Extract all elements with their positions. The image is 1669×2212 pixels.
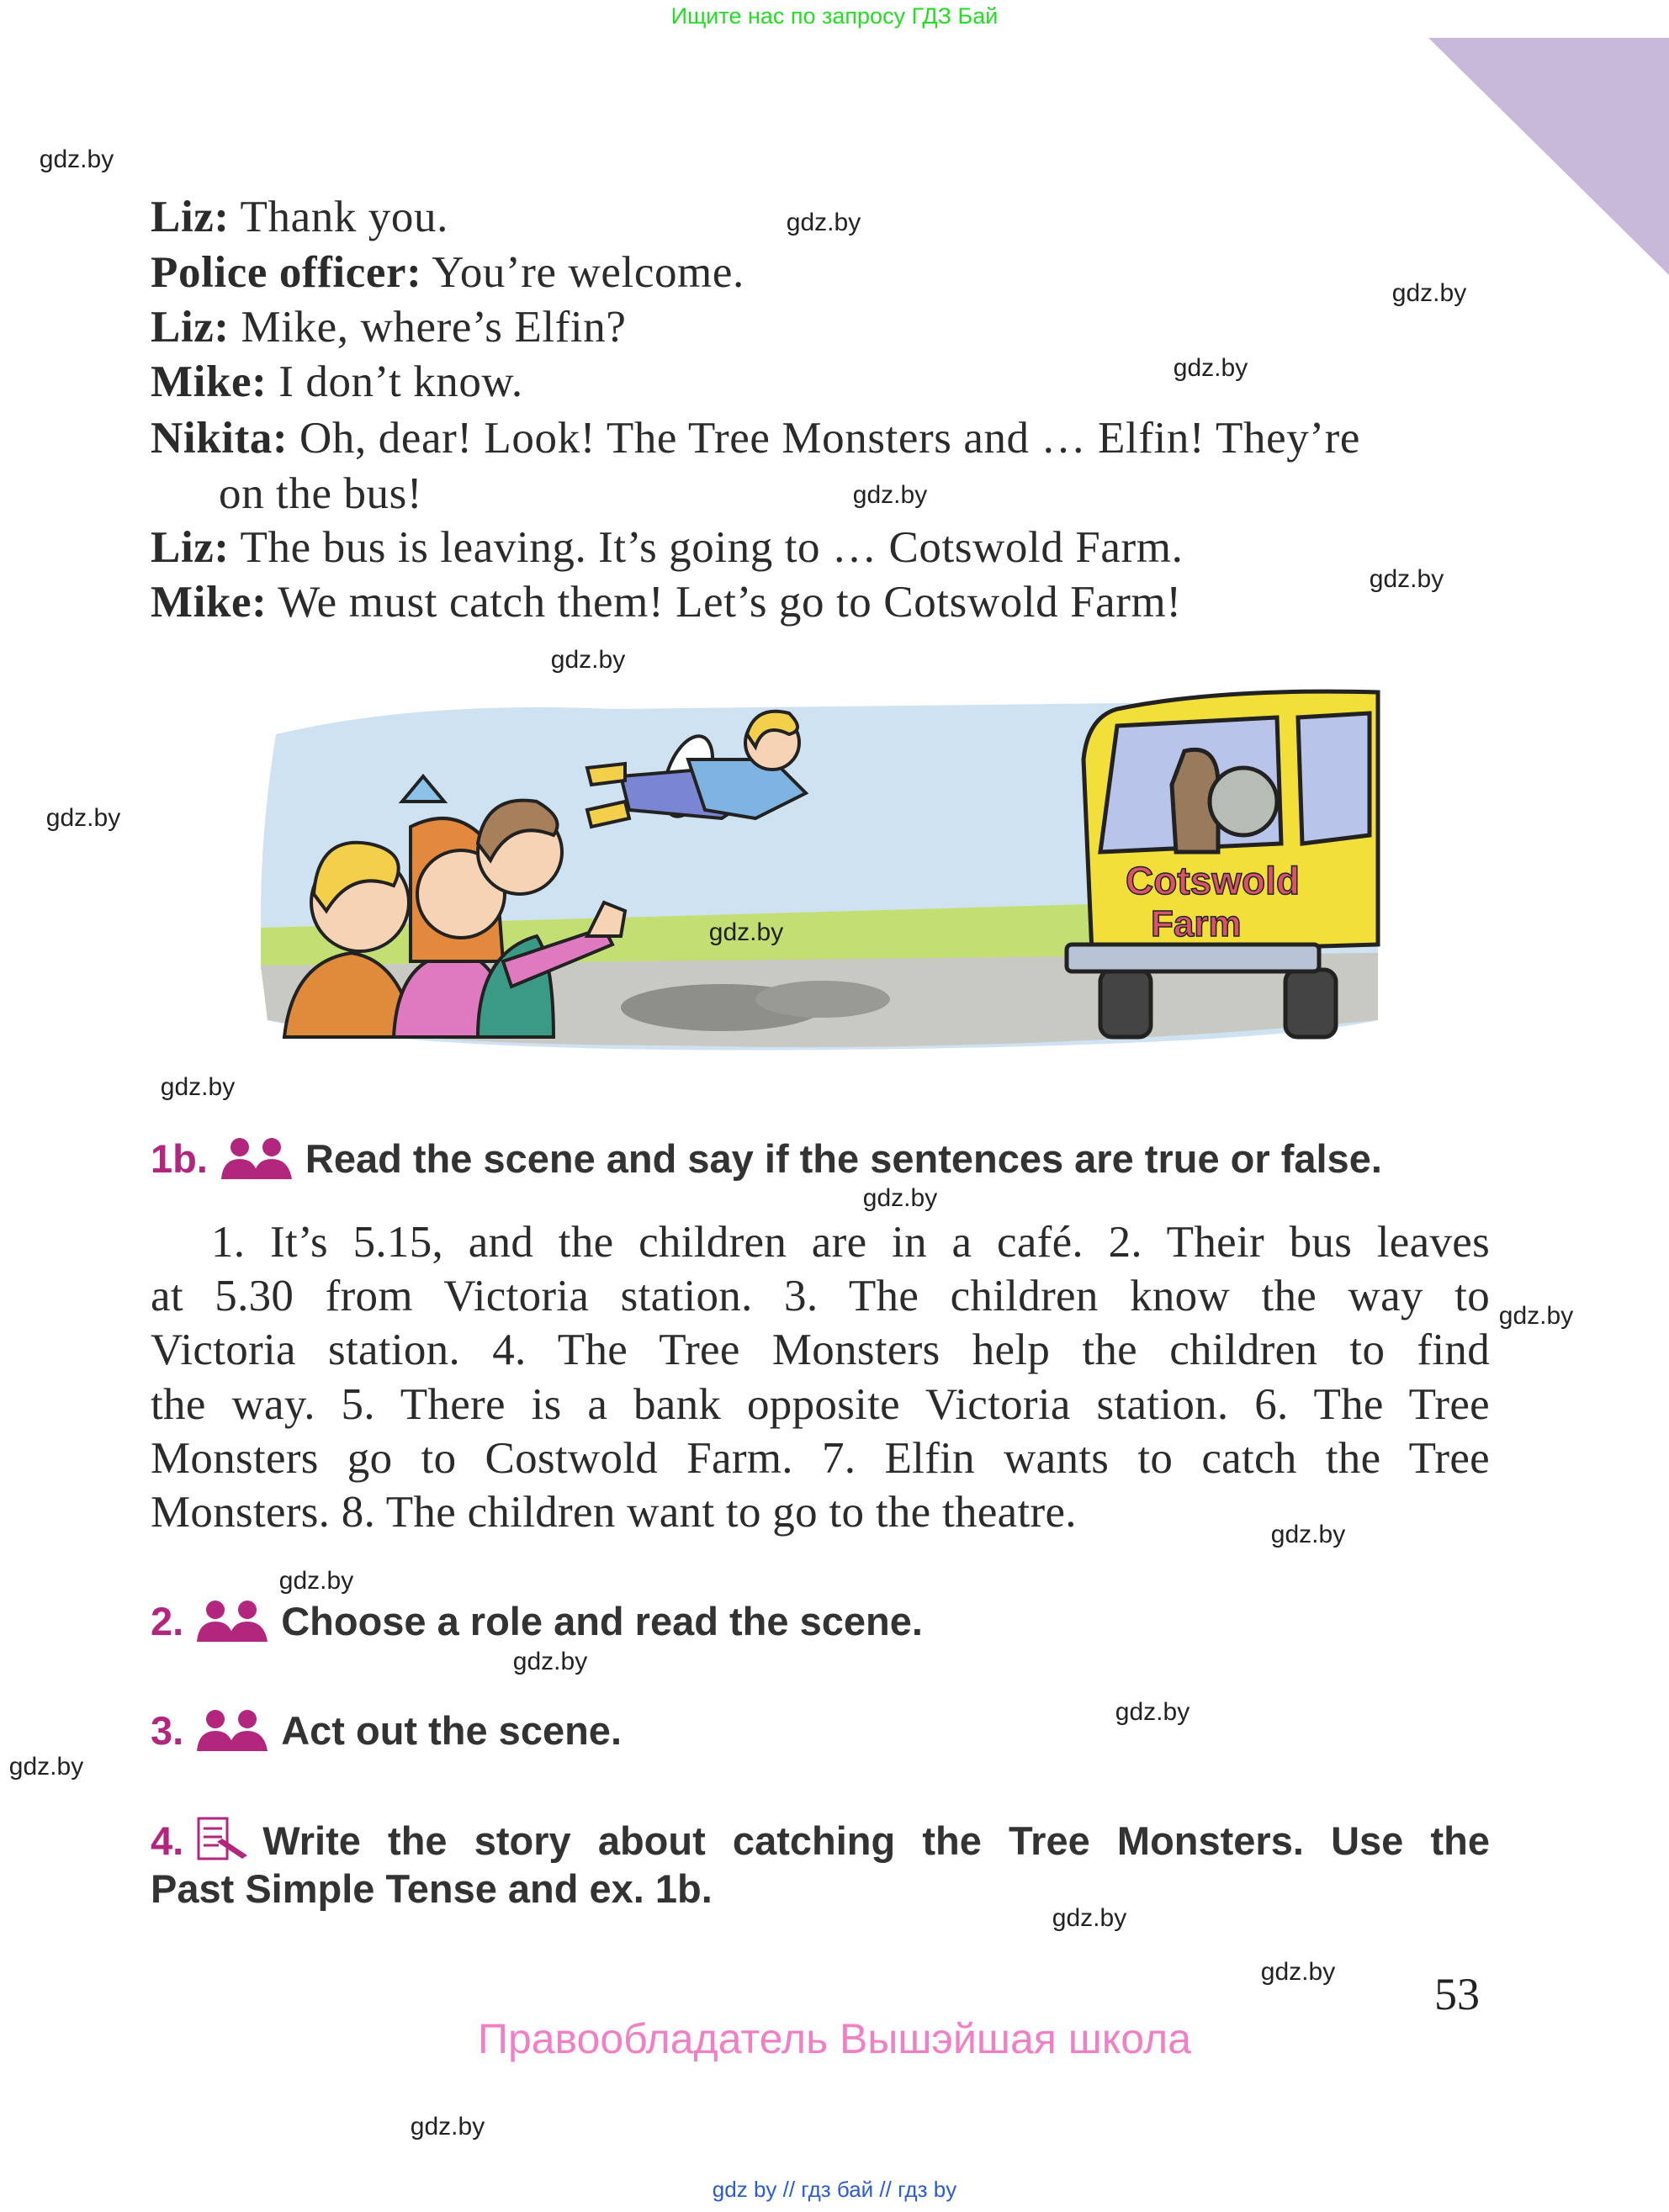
- watermark: gdz.by: [1498, 1302, 1574, 1330]
- pair-work-icon: [220, 1137, 294, 1181]
- speaker: Mike:: [151, 578, 268, 627]
- paragraph-line: the way. 5. There is a bank opposite Victoria station. 6. The Tree: [151, 1380, 1490, 1429]
- watermark: gdz.by: [410, 2113, 485, 2141]
- dialogue-line: [151, 190, 448, 244]
- task-text: Read the scene and say if the sentences are true or false.: [305, 1136, 1382, 1181]
- watermark: gdz.by: [39, 146, 114, 173]
- task-text: Choose a role and read the scene.: [281, 1599, 923, 1643]
- watermark: gdz.by: [852, 481, 928, 509]
- line-text: Mike, where’s Elfin?: [229, 303, 627, 352]
- bus-sign: Cotswold: [1126, 859, 1300, 902]
- task-4-continued: [151, 1865, 713, 1912]
- speaker: Nikita:: [151, 414, 289, 463]
- watermark: gdz.by: [1173, 354, 1248, 382]
- speaker: Mike:: [151, 357, 268, 406]
- line-text: We must catch them! Let’s go to Cotswold Farm!: [267, 578, 1182, 627]
- task-text: Act out the scene.: [281, 1708, 623, 1753]
- line-text: on the bus!: [219, 469, 423, 518]
- watermark: gdz.by: [1260, 1958, 1336, 1986]
- story-illustration: [251, 684, 1391, 1054]
- watermark: gdz.by: [786, 209, 861, 236]
- paragraph-line: at 5.30 from Victoria station. 3. The children know the way to: [151, 1272, 1490, 1320]
- speaker: Liz:: [151, 303, 230, 352]
- task-number: 3.: [151, 1708, 184, 1753]
- task-text: Write the story about catching the Tree Monsters. Use the: [262, 1818, 1490, 1863]
- speaker: Liz:: [151, 523, 230, 572]
- dialogue-line: [151, 575, 1182, 629]
- task-number: 1b.: [151, 1136, 208, 1181]
- paragraph-line: 1. It’s 5.15, and the children are in a café. 2. Their bus leaves: [211, 1218, 1490, 1267]
- pair-work-icon: [195, 1600, 269, 1643]
- watermark: gdz.by: [8, 1753, 84, 1781]
- dialogue-line: [151, 246, 744, 299]
- speaker: Liz:: [151, 193, 230, 241]
- watermark: gdz.by: [160, 1073, 236, 1101]
- watermark: gdz.by: [1052, 1904, 1127, 1932]
- paragraph-line: Victoria station. 4. The Tree Monsters help the children to find: [151, 1326, 1490, 1374]
- speaker: Police officer:: [151, 248, 422, 297]
- page-number: 53: [1434, 1969, 1480, 2019]
- watermark: gdz.by: [512, 1648, 588, 1675]
- watermark: gdz.by: [1270, 1521, 1346, 1548]
- task-2: [151, 1598, 923, 1644]
- line-text: I don’t know.: [267, 357, 523, 406]
- footer-links[interactable]: gdz by // гдз бай // гдз by: [712, 2177, 957, 2202]
- dialogue-line: [151, 300, 626, 354]
- corner-decoration: [1422, 34, 1669, 278]
- dialogue-line: [219, 467, 422, 521]
- line-text: Thank you.: [229, 193, 448, 241]
- paragraph-line: Monsters go to Costwold Farm. 7. Elfin wants to catch the Tree: [151, 1434, 1490, 1483]
- task-number: 4.: [151, 1818, 184, 1863]
- line-text: Oh, dear! Look! The Tree Monsters and … Elfin! They’re: [288, 414, 1360, 463]
- writing-icon: [195, 1817, 251, 1864]
- pair-work-icon: [195, 1709, 269, 1753]
- task-number: 2.: [151, 1599, 184, 1643]
- watermark: gdz.by: [862, 1184, 938, 1212]
- watermark: gdz.by: [278, 1567, 354, 1595]
- dialogue-line: [151, 521, 1183, 574]
- bus-sign: Farm: [1151, 903, 1242, 945]
- dialogue-line: [151, 411, 1360, 465]
- task-text: Past Simple Tense and ex. 1b.: [151, 1866, 713, 1911]
- task-3: [151, 1707, 622, 1754]
- watermark: gdz.by: [708, 918, 784, 946]
- watermark: gdz.by: [45, 804, 121, 832]
- dialogue-line: [151, 355, 523, 409]
- copyright-holder: Правообладатель Вышэйшая школа: [478, 2015, 1191, 2062]
- line-text: You’re welcome.: [421, 248, 744, 297]
- paragraph-line: Monsters. 8. The children want to go to the theatre.: [151, 1488, 1077, 1537]
- watermark: gdz.by: [1115, 1698, 1190, 1726]
- top-banner: Ищите нас по запросу ГДЗ Бай: [670, 3, 999, 29]
- task-1b: [151, 1135, 1382, 1182]
- watermark: gdz.by: [1369, 565, 1444, 593]
- watermark: gdz.by: [1391, 279, 1467, 307]
- task-4: [151, 1817, 1490, 1864]
- watermark: gdz.by: [550, 646, 626, 674]
- line-text: The bus is leaving. It’s going to … Cotswold Farm.: [229, 523, 1184, 572]
